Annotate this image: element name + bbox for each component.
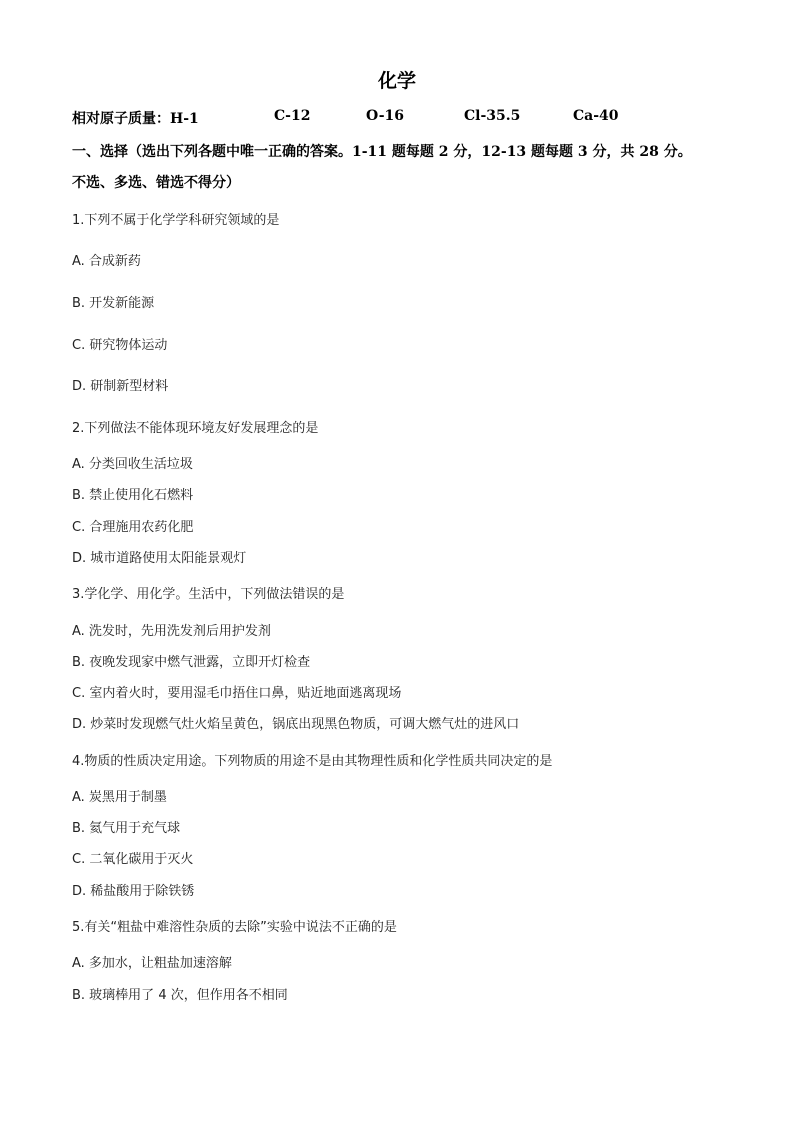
section-heading-line-2: 不选、多选、错选不得分） <box>72 175 240 191</box>
question-3-option-d: D. 炒菜时发现燃气灶火焰呈黄色，锅底出现黑色物质，可调大燃气灶的进风口 <box>72 717 520 732</box>
atomic-mass-cl: Cl-35.5 <box>464 108 521 124</box>
question-1-option-d: D. 研制新型材料 <box>72 379 169 394</box>
atomic-mass-o: O-16 <box>366 108 405 124</box>
question-1-option-b: B. 开发新能源 <box>72 296 155 311</box>
question-4-option-a: A. 炭黑用于制墨 <box>72 790 167 805</box>
question-1-option-c: C. 研究物体运动 <box>72 338 168 353</box>
question-2-option-b: B. 禁止使用化石燃料 <box>72 488 194 503</box>
atomic-masses-label: 相对原子质量：H-1 <box>72 111 199 127</box>
question-1-stem: 1.下列不属于化学学科研究领域的是 <box>72 213 280 228</box>
question-2-stem: 2.下列做法不能体现环境友好发展理念的是 <box>72 421 319 436</box>
atomic-mass-ca: Ca-40 <box>573 108 619 124</box>
section-heading-line-1: 一、选择（选出下列各题中唯一正确的答案。1-11 题每题 2 分，12-13 题每题 3 分，共 28 分。 <box>72 144 692 160</box>
question-2-option-a: A. 分类回收生活垃圾 <box>72 457 193 472</box>
question-5-stem: 5.有关“粗盐中难溶性杂质的去除”实验中说法不正确的是 <box>72 920 397 935</box>
question-4-option-c: C. 二氧化碳用于灭火 <box>72 852 194 867</box>
page-title: 化学 <box>377 70 416 92</box>
question-5-option-a: A. 多加水，让粗盐加速溶解 <box>72 956 232 971</box>
question-1-option-a: A. 合成新药 <box>72 254 141 269</box>
question-2-option-d: D. 城市道路使用太阳能景观灯 <box>72 551 247 566</box>
question-4-option-b: B. 氦气用于充气球 <box>72 821 181 836</box>
atomic-mass-c: C-12 <box>274 108 311 124</box>
question-3-option-a: A. 洗发时，先用洗发剂后用护发剂 <box>72 624 271 639</box>
question-4-stem: 4.物质的性质决定用途。下列物质的用途不是由其物理性质和化学性质共同决定的是 <box>72 754 553 769</box>
question-3-option-b: B. 夜晚发现家中燃气泄露，立即开灯检查 <box>72 655 311 670</box>
question-3-stem: 3.学化学、用化学。生活中，下列做法错误的是 <box>72 587 345 602</box>
question-5-option-b: B. 玻璃棒用了 4 次，但作用各不相同 <box>72 988 288 1003</box>
question-4-option-d: D. 稀盐酸用于除铁锈 <box>72 884 195 899</box>
question-2-option-c: C. 合理施用农药化肥 <box>72 520 194 535</box>
question-3-option-c: C. 室内着火时，要用湿毛巾捂住口鼻，贴近地面逃离现场 <box>72 686 402 701</box>
